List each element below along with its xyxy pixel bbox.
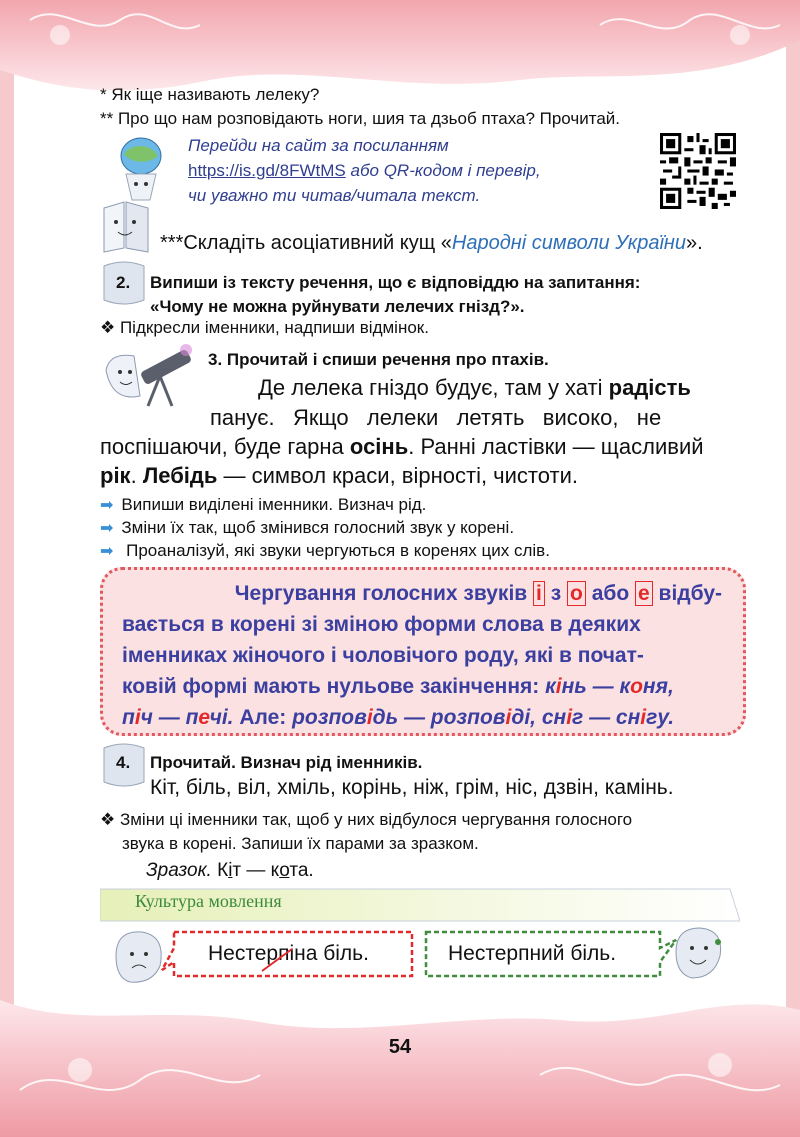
task3-p3a: поспішаючи, буде гарна [100,434,344,459]
task3-line-4 [100,463,578,489]
task4-sub-1: ❖ Зміни ці іменники так, щоб у них відбулося чергування голосного [100,810,633,829]
qr-code-icon[interactable] [660,133,736,209]
ex3c: дь — розпов [372,706,506,729]
task3-b2: Зміни їх так, щоб змінився голосний звук у корені. [121,518,515,537]
task4-heading: Прочитай. Визнач рід іменників. [150,753,423,772]
arrow-right-icon: ➡ [100,543,114,560]
ex3h: і [640,706,647,729]
example-d: о [279,860,290,881]
ex1e: ня, [642,675,674,698]
culture-title: Культура мовлення [135,891,282,911]
task-bush [160,232,703,255]
example-a: К [217,860,229,881]
ex2a: п [122,706,135,729]
rule-t1: Чергування голосних звуків [234,582,528,605]
link-line-2-rest: або QR-кодом і перевір, [350,161,541,180]
task3-word-osin: осінь [349,434,409,459]
ex3d: і [505,706,512,729]
rule-vowel-e: е [635,581,653,606]
ex1c: нь — к [561,675,631,698]
rule-z: з [550,582,562,605]
task3-bullet-1 [100,495,426,515]
link-line-3: чи уважно ти читав/читала текст. [188,186,481,205]
task3-word-lebid: Лебідь [142,463,218,488]
ex3f: і [566,706,573,729]
task-bush-title: Народні символи України [451,232,687,254]
site-link[interactable]: https://is.gd/8FWtMS [188,161,346,180]
ex3g: г — сн [572,706,641,729]
task-bush-suffix: ». [686,232,703,254]
task4-sub-2: звука в корені. Запиши їх парами за зразком. [122,834,479,853]
rule-t2: відбу- [658,582,722,605]
task4-words: Кіт, біль, віл, хміль, корінь, ніж, грім, ніс, дзвін, камінь. [150,776,674,799]
example-label: Зразок. [146,860,212,881]
telescope-mascot-icon [100,340,200,410]
right-phrase: Нестерпний біль. [448,942,617,965]
rule-text [122,578,722,733]
task4-number: 4. [116,753,131,772]
task2-number: 2. [116,273,131,292]
task3-b3: Проаналізуй, які звуки чергуються в коренях цих слів. [121,541,550,560]
task3-word-radist: радість [608,375,691,400]
task3-p4d: — символ краси, вірності, чистоти. [223,463,578,488]
ex2d: е [198,706,210,729]
task3-b1: Випиши виділені іменники. Визнач рід. [121,495,427,514]
example-e: та. [289,860,314,881]
link-line-2 [188,161,541,181]
ex3e: ді, сн [511,706,567,729]
rule-line-1 [122,578,722,609]
task3-p4b: . [130,463,137,488]
wrong-phrase: Нестерпіна біль. [208,942,369,965]
task3-p1a: Де лелека гніздо будує, там у хаті [258,375,603,400]
ex3a: розпов [292,706,367,729]
globe-mascot-icon [112,134,170,202]
rule-line-4 [122,671,722,702]
ex2b: і [134,706,141,729]
task3-p3c: . Ранні ластівки — щасливий [408,434,704,459]
book-mascot-icon [98,198,154,256]
ex1b: і [555,675,562,698]
task2-text-1: Випиши із тексту речення, що є відповіддю на запитання: [150,273,641,292]
rule-vowel-i: і [533,581,545,606]
ex1a: к [545,675,556,698]
task4-example [146,860,314,882]
rule-line-5 [122,702,722,733]
question-2: ** Про що нам розповідають ноги, шия та дзьоб птаха? Прочитай. [100,109,621,128]
rule-vowel-o: о [567,581,586,606]
rule-ale: Але: [239,706,287,729]
task3-bullet-2 [100,518,514,538]
task3-line-1 [258,375,691,401]
example-b: і [228,860,233,881]
ex3i: гу. [646,706,675,729]
link-line-1: Перейди на сайт за посиланням [188,136,449,155]
task3-line-3 [100,434,704,460]
arrow-right-icon: ➡ [100,497,114,514]
task2-text-2: «Чому не можна руйнувати лелечих гнізд?». [150,297,525,316]
arrow-right-icon: ➡ [100,520,114,537]
question-1: * Як іще називають лелеку? [100,85,320,104]
page-number: 54 [388,1036,412,1058]
task3-heading: 3. Прочитай і спиши речення про птахів. [208,350,549,369]
task3-line-2: панує. Якщо лелеки летять високо, не [210,405,662,430]
task3-bullet-3 [100,541,550,561]
ex2e: чі. [209,706,234,729]
rule-line-3: іменниках жіночого і чоловічого роду, які в почат- [122,644,644,667]
rule-abo: або [591,582,630,605]
example-c: т — к [232,860,280,881]
task2-sub: ❖ Підкресли іменники, надпиши відмінок. [100,318,429,337]
task-bush-prefix: ***Складіть асоціативний кущ « [160,232,452,254]
rule-l4: ковій формі мають нульове закінчення: [122,675,540,698]
strike-mark-icon [258,945,298,975]
ex3b: і [366,706,373,729]
ex2c: ч — п [140,706,199,729]
task3-word-rik: рік [100,463,131,488]
rule-line-2: вається в корені зі зміною форми слова в деяких [122,613,641,636]
ex1d: о [630,675,643,698]
